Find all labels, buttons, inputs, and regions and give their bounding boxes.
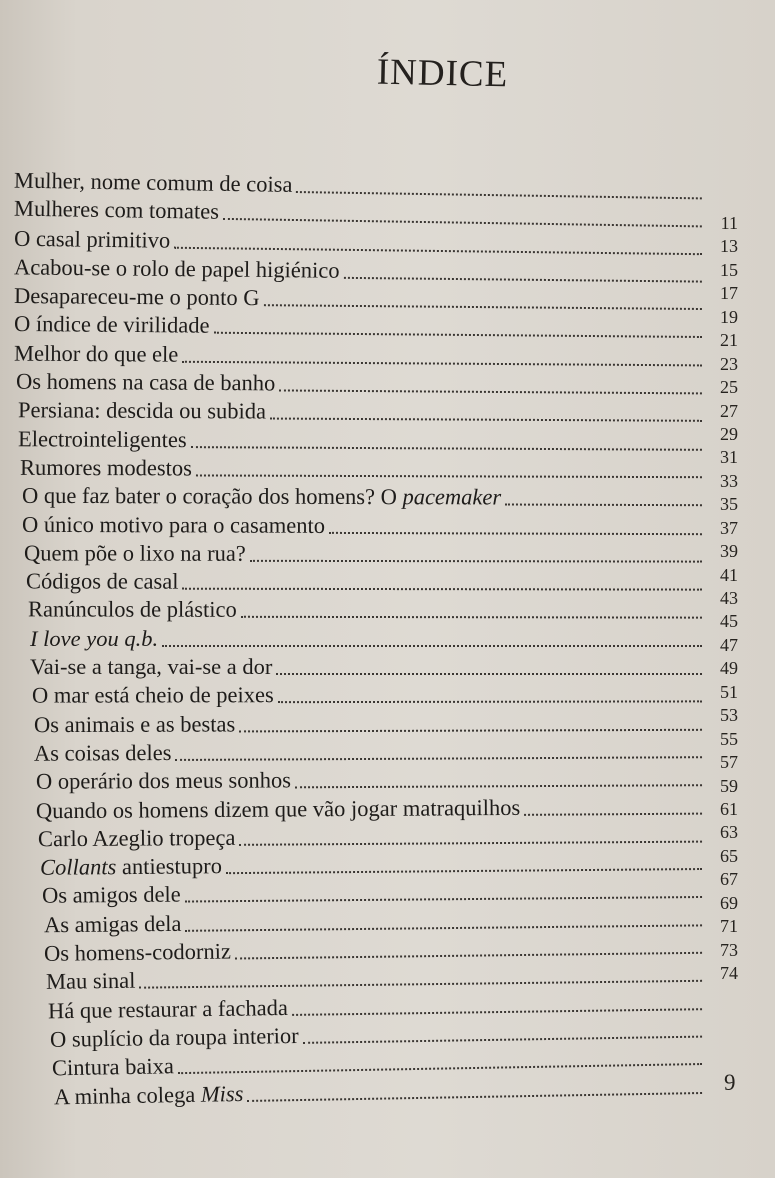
dot-leader <box>185 896 702 904</box>
toc-entry-title <box>36 767 291 796</box>
toc-page-number: 35 <box>720 494 738 515</box>
toc-entry-text: Vai-se a tanga, vai-se a dor <box>30 654 273 680</box>
toc-entry-text: Persiana: descida ou subida <box>17 397 267 425</box>
toc-entry-text: O operário dos meus sonhos <box>35 767 292 795</box>
toc-entry <box>14 482 704 513</box>
toc-page-number: 73 <box>720 939 738 960</box>
toc-entry-title <box>18 425 187 454</box>
toc-entry-title <box>30 653 272 681</box>
toc-entry-text: Desapareceu-me o ponto G <box>13 283 260 311</box>
toc-page-number: 41 <box>720 564 738 585</box>
dot-leader <box>196 474 702 479</box>
toc-entry <box>14 625 704 653</box>
dot-leader <box>276 672 702 675</box>
toc-entry-title <box>14 254 340 285</box>
toc-page-number: 74 <box>720 963 738 983</box>
toc-entry-text: Os homens-codorniz <box>43 938 232 967</box>
toc-entry-title <box>28 596 237 624</box>
toc-entry-title <box>36 794 520 825</box>
toc-entry <box>14 454 704 485</box>
toc-entry <box>14 681 704 711</box>
toc-entry-title <box>22 511 325 540</box>
toc-entry <box>14 653 704 681</box>
dot-leader <box>279 389 702 395</box>
dot-leader <box>182 587 702 591</box>
toc-page-number: 63 <box>720 822 738 843</box>
toc-entry-title <box>46 967 136 996</box>
toc-entry-title <box>18 397 266 426</box>
toc-entry-text: Há que restaurar a fachada <box>47 994 289 1024</box>
toc-page-number: 43 <box>720 588 738 608</box>
toc-entry-italic: pacemaker <box>402 484 502 511</box>
toc-page-number: 17 <box>720 283 738 304</box>
toc-page-number: 13 <box>720 236 738 257</box>
toc-entry-title <box>34 710 235 739</box>
toc-entry-text: O que faz bater o coração dos homens? O <box>21 483 403 510</box>
toc-entry-title <box>20 454 192 483</box>
toc-entry-text: Acabou-se o rolo de papel higiénico <box>13 254 340 283</box>
toc-entry <box>14 397 704 429</box>
dot-leader <box>235 951 702 960</box>
dot-leader <box>182 360 702 367</box>
dot-leader <box>239 728 702 733</box>
toc-page-number: 57 <box>720 752 738 773</box>
page-title: ÍNDICE <box>376 51 509 96</box>
dot-leader <box>226 867 702 874</box>
toc-entry <box>14 792 704 825</box>
toc-page-number: 71 <box>720 916 738 937</box>
toc-page-number: 61 <box>720 798 738 819</box>
toc-page-number: 55 <box>720 728 738 749</box>
toc-entry-title <box>24 540 246 568</box>
toc-page-number: 37 <box>720 517 738 538</box>
dot-leader <box>296 190 702 199</box>
toc-page-number: 15 <box>720 259 738 280</box>
dot-leader <box>247 1091 702 1102</box>
dot-leader <box>270 417 702 422</box>
toc-entry <box>14 736 704 768</box>
toc-page-number: 19 <box>720 306 738 327</box>
folio-page-number: 9 <box>724 1070 736 1095</box>
toc-entry-text: Melhor do que ele <box>13 340 179 367</box>
toc-entry-text: Carlo Azeglio tropeça <box>37 824 236 852</box>
toc-entry-text: antiestupro <box>116 853 223 880</box>
toc-entry-italic-lead: I love you q.b. <box>30 626 159 652</box>
toc-entry-text: Mau sinal <box>45 968 136 995</box>
toc-entry-text: Os amigos dele <box>41 882 181 909</box>
toc-entry-text: Cintura baixa <box>51 1053 175 1081</box>
toc-entry-text: Mulher, nome comum de coisa <box>13 167 293 198</box>
toc-entry-text: Códigos de casal <box>25 568 179 595</box>
toc-page-number: 39 <box>720 541 738 562</box>
dot-leader <box>186 923 703 931</box>
toc-entry-text: As coisas deles <box>33 740 172 766</box>
toc-entry-title <box>14 311 210 341</box>
toc-page-number: 49 <box>720 658 738 679</box>
dot-leader <box>329 531 702 535</box>
toc-entry-text: Os homens na casa de banho <box>15 368 276 396</box>
toc-entry <box>14 568 704 598</box>
toc-entry-title <box>14 195 219 226</box>
toc-entry-title <box>48 994 288 1025</box>
toc-entry-text: Os animais e as bestas <box>33 711 236 738</box>
dot-leader <box>176 755 703 761</box>
toc-page-number: 31 <box>720 447 738 468</box>
dot-leader <box>162 644 702 647</box>
dot-leader <box>239 840 702 846</box>
toc-entry-title <box>44 938 231 968</box>
dot-leader <box>241 616 702 620</box>
toc-entry-title <box>26 568 179 596</box>
toc-entry-title <box>14 282 260 312</box>
dot-leader <box>213 332 701 339</box>
dot-leader <box>139 979 702 989</box>
toc-entry-text: O suplício da roupa interior <box>49 1023 299 1053</box>
toc-entry-text: O índice de virilidade <box>13 311 210 339</box>
dot-leader <box>292 1007 702 1016</box>
toc-entry-title <box>50 1022 299 1054</box>
toc-entry-text: A minha colega <box>53 1081 202 1110</box>
toc-entry <box>14 510 704 541</box>
toc-entry-text: Rumores modestos <box>19 455 192 481</box>
dot-leader <box>295 784 702 789</box>
toc-entry-text: Ranúnculos de plástico <box>27 597 237 623</box>
toc-page-number: 45 <box>720 611 738 632</box>
toc-entry-text: Electrointeligentes <box>17 426 187 453</box>
toc-entry <box>14 539 704 569</box>
dot-leader <box>174 246 702 255</box>
toc-entry-text: Quando os homens dizem que vão jogar matraquilhos <box>35 794 521 824</box>
dot-leader <box>343 276 701 283</box>
toc-page-number: 69 <box>720 892 738 913</box>
toc-entry-title <box>34 739 172 768</box>
dot-leader <box>524 811 702 815</box>
toc-page-number: 21 <box>720 330 738 351</box>
page-number-column <box>690 212 738 985</box>
toc-page-number: 65 <box>720 845 738 866</box>
dot-leader <box>505 503 702 507</box>
toc-entry-title <box>38 824 236 853</box>
toc-entry-text: O casal primitivo <box>13 225 171 253</box>
toc-entry-title <box>54 1080 244 1111</box>
toc-page-number: 51 <box>720 681 738 702</box>
dot-leader <box>191 445 702 451</box>
toc-page-number: 25 <box>720 377 738 398</box>
toc-entry-title <box>14 225 171 255</box>
toc-page-number: 47 <box>720 634 738 655</box>
toc-entry-text: Mulheres com tomates <box>13 196 220 225</box>
toc-page-number: 11 <box>720 213 738 233</box>
toc-entry-italic-lead: Collants <box>39 854 117 881</box>
toc-entry-title <box>16 368 276 398</box>
toc-entry-text: O único motivo para o casamento <box>21 511 326 538</box>
toc-entry-italic: Miss <box>200 1080 244 1107</box>
toc-entry-text: As amigas dela <box>43 910 182 938</box>
dot-leader <box>250 559 702 563</box>
toc-list <box>13 167 704 1110</box>
toc-page-number: 23 <box>720 353 738 374</box>
toc-page-number: 59 <box>720 775 738 796</box>
toc-entry <box>14 764 704 796</box>
toc-entry-title <box>30 625 158 653</box>
dot-leader <box>278 700 702 704</box>
toc-entry-title <box>22 482 501 512</box>
toc-page-number: 53 <box>720 705 738 726</box>
toc-page-number: 29 <box>720 423 738 444</box>
toc-entry <box>14 596 704 626</box>
toc-entry-title <box>52 1053 174 1083</box>
toc-entry <box>14 708 704 739</box>
toc-page-number: 67 <box>720 869 738 890</box>
toc-entry-text: Quem põe o lixo na rua? <box>23 540 246 566</box>
toc-entry-title <box>32 682 274 710</box>
toc-entry-title <box>14 340 179 369</box>
toc-entry-text: O mar está cheio de peixes <box>31 682 274 709</box>
toc-entry-title <box>44 910 182 939</box>
dot-leader <box>303 1035 702 1044</box>
toc-page-number: 33 <box>720 470 738 491</box>
toc-entry-title <box>42 881 181 910</box>
toc-entry <box>14 425 704 457</box>
dot-leader <box>223 217 702 228</box>
toc-page-number: 27 <box>720 400 738 421</box>
dot-leader <box>263 304 701 311</box>
toc-entry-title <box>40 853 222 883</box>
